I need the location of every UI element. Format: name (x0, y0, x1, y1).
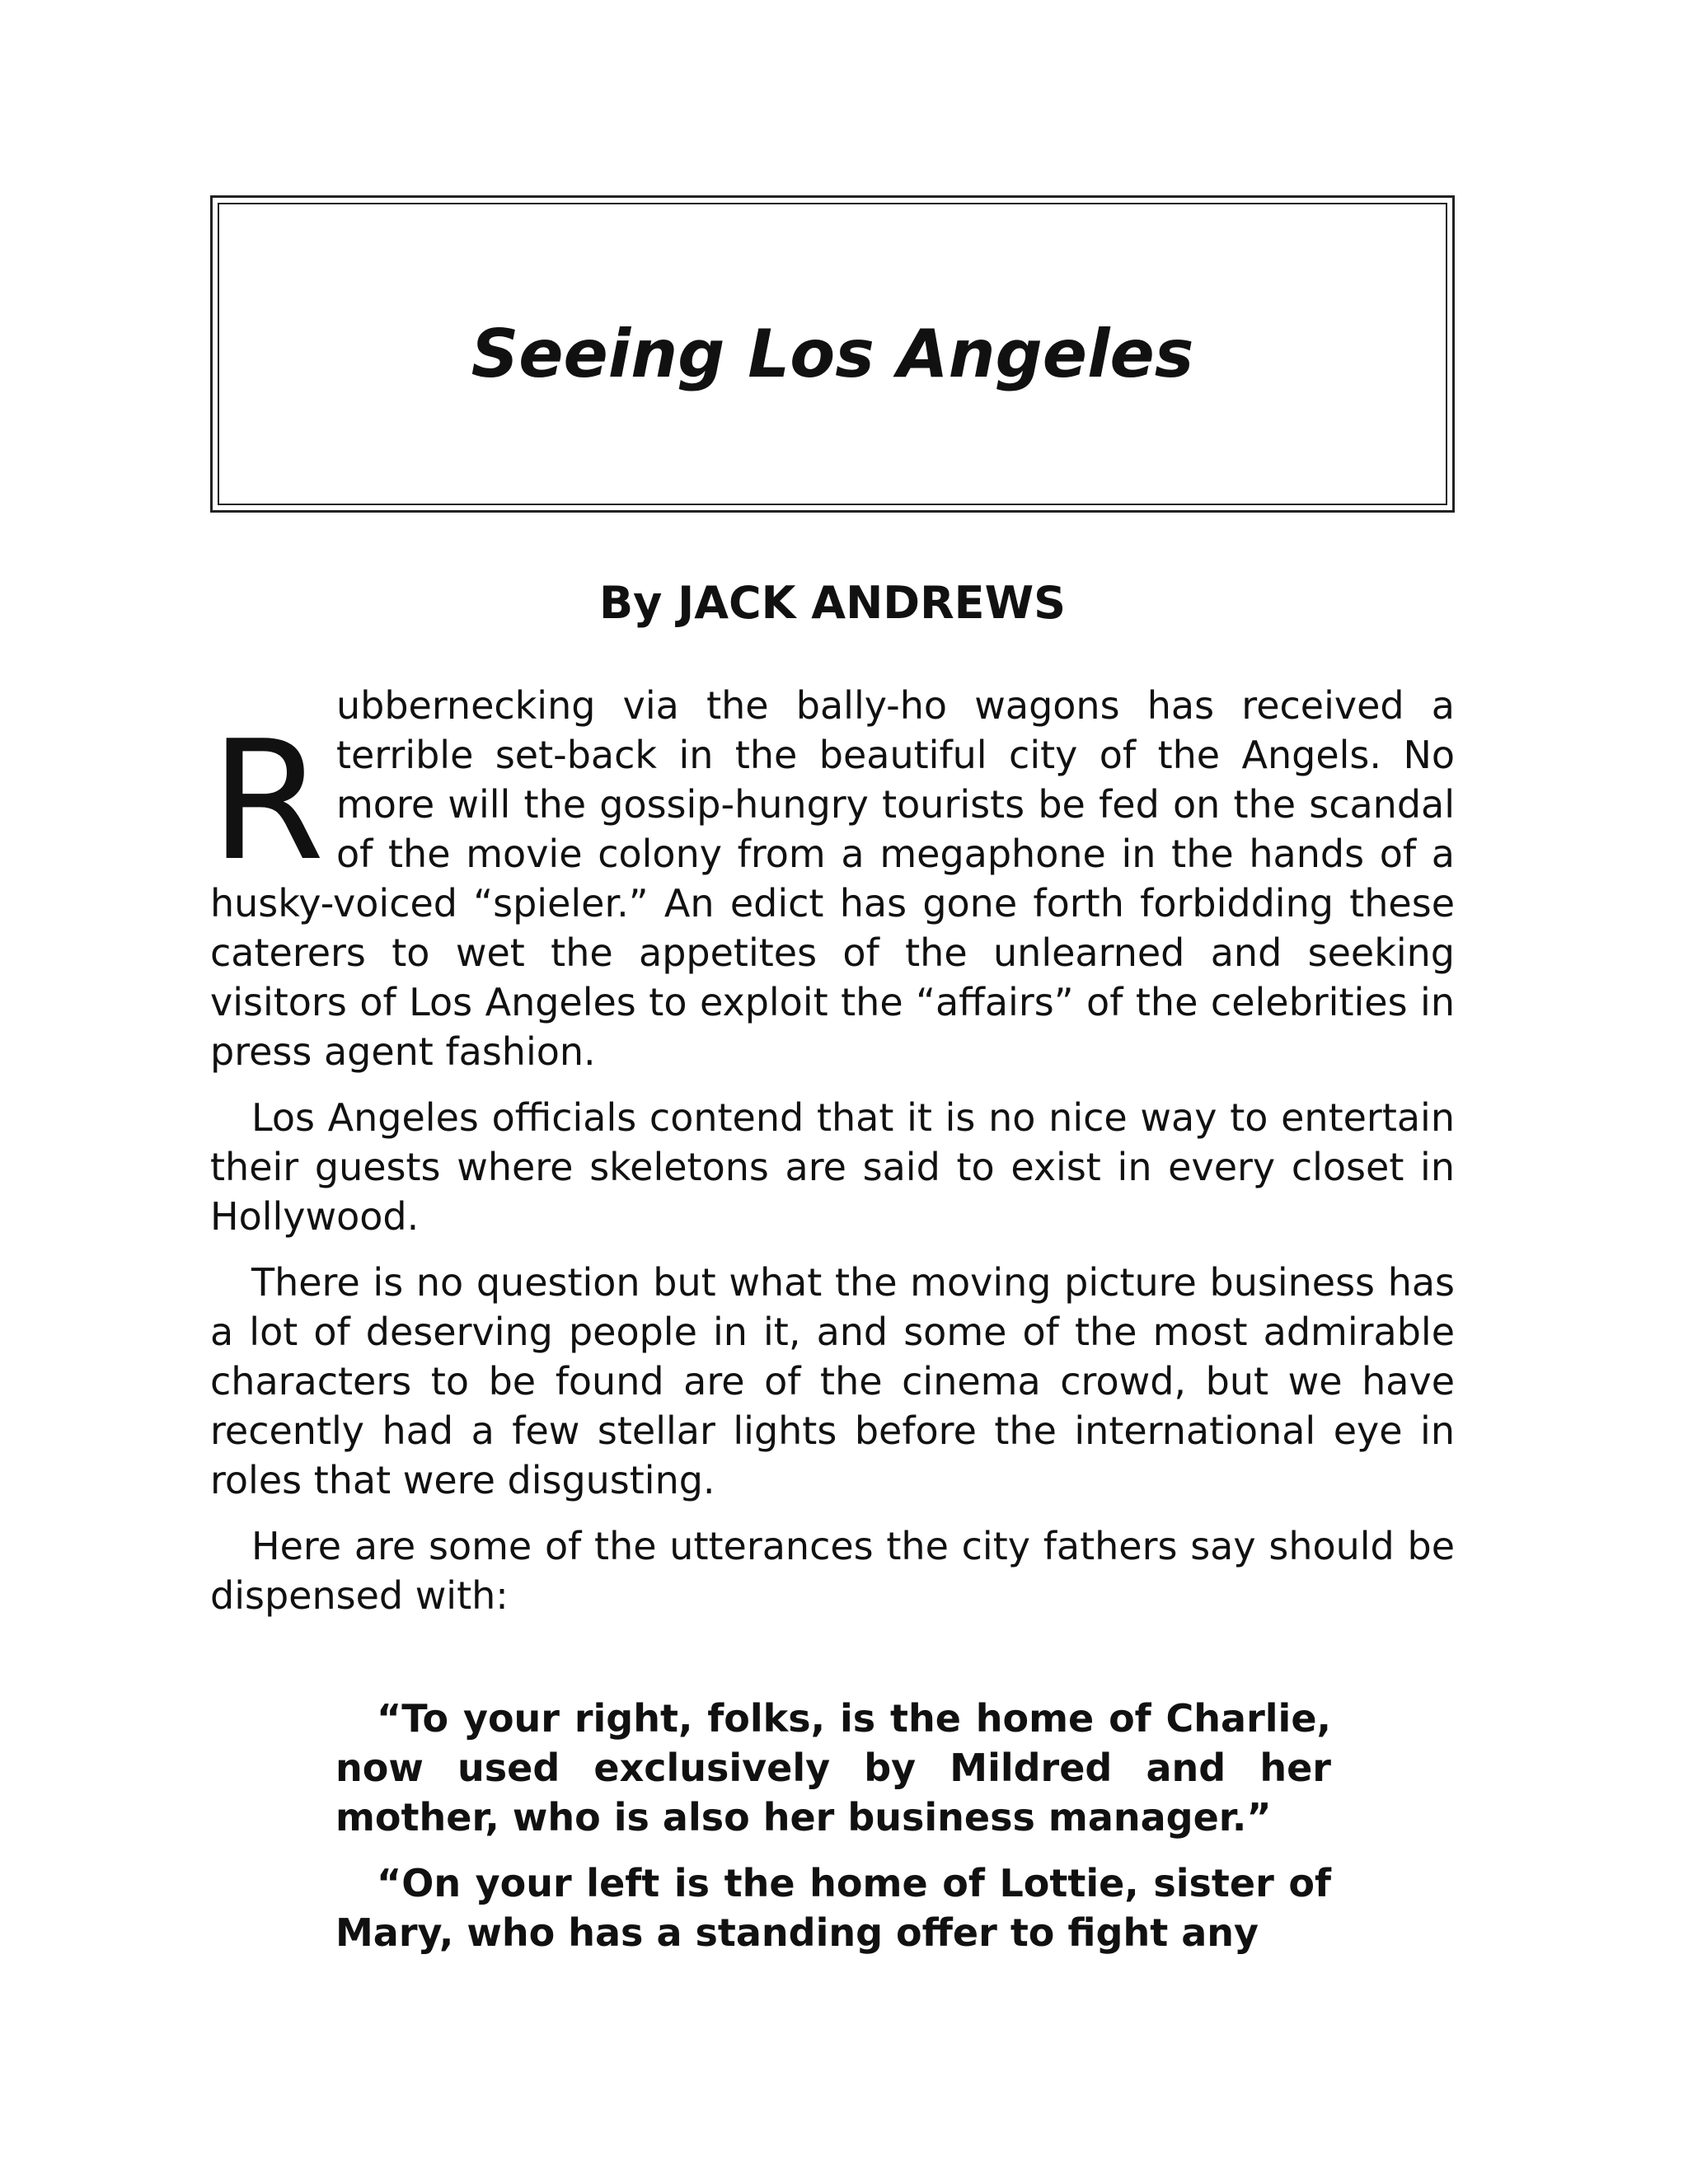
quote-1: “To your right, folks, is the home of Charlie, now used exclusively by Mildred and her mother, who is also her business manager.” (335, 1696, 1331, 1840)
paragraph-1-text: ubbernecking via the bally-ho wagons has received a terrible set-back in the beautiful city of the Angels. No more will the gossip-hungry tourists be fed on the scandal of the movie colony from a megaphone in the hands of a husky-voiced “spieler.” An edict has gone forth forbidding these caterers to wet the appetites of the unlearned and seeking visitors of Los Angeles to exploit the “affairs” of the celebrities in press agent fashion. (210, 683, 1455, 1074)
quote-2: “On your left is the home of Lottie, sister of Mary, who has a standing offer to fight any (335, 1861, 1331, 1955)
paragraph-3: There is no question but what the moving picture business has a lot of deserving people in it, and some of the most admirable characters to be found are of the cinema crowd, but we have recently had a few stellar lights before the international eye in roles that were disgusting. (210, 1260, 1455, 1502)
paragraph-1 (210, 681, 1455, 1076)
title-frame-inner (218, 203, 1447, 505)
quote-block (335, 1694, 1331, 1974)
article-title: Seeing Los Angeles (471, 316, 1194, 392)
title-frame (210, 195, 1455, 513)
paragraph-4: Here are some of the utterances the city fathers say should be dispensed with: (210, 1524, 1455, 1618)
byline: By JACK ANDREWS (598, 577, 1067, 629)
drop-cap: R (210, 705, 325, 898)
paragraph-2: Los Angeles officials contend that it is no nice way to entertain their guests where skeletons are said to exist in every closet in Hollywood. (210, 1095, 1455, 1239)
article-body (210, 681, 1455, 1637)
